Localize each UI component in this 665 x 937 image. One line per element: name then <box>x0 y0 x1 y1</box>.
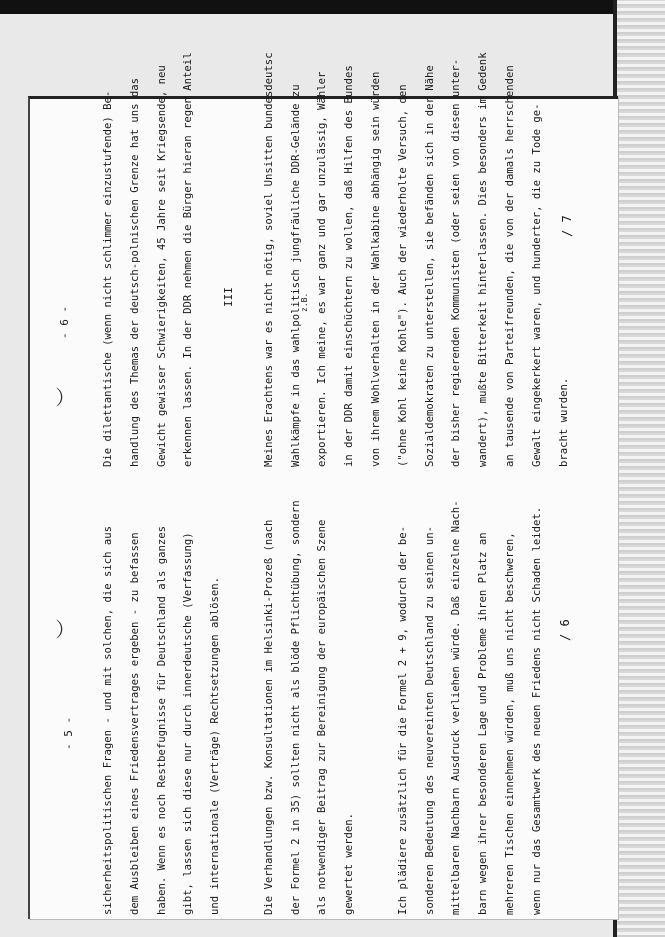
text-line: gewertet werden. <box>343 812 356 915</box>
text-line: mittelbaren Nachbarn Ausdruck verliehen würde. Daß einzelne Nach- <box>450 500 463 915</box>
text-line: von ihrem Wohlverhalten in der Wahlkabine abhängig sein würden <box>369 71 382 467</box>
text-line: Sozialdemokraten zu unterstellen, sie befänden sich in der Nähe <box>423 65 436 467</box>
text-line: erkennen lassen. In der DDR nehmen die Bürger hieran regen Anteil <box>182 52 195 467</box>
hole-punch-mark-right: ︶ <box>54 387 78 407</box>
text-line: in der DDR damit einschüchtern zu wollen, daß Hilfen des Bundes <box>343 65 356 467</box>
text-line: wenn nur das Gesamtwerk des neuen Friedens nicht Schaden leidet. <box>530 506 543 915</box>
text-line: wandert), mußte Bitterkeit hinterlassen. Dies besonders im Gedenk <box>477 52 490 467</box>
text-line: an tausende von Parteifreunden, die von der damals herrschenden <box>503 65 516 467</box>
text-line: Wahlkämpfe in das wahlpolitisch jungfräuliche DDR-Gelände zu <box>289 84 302 467</box>
text-line: sonderen Bedeutung des neuvereinten Deutschland zu seinen un- <box>423 525 436 915</box>
text-line: der Formel 2 in 35) sollten nicht als blöde Pflichtübung, sondern <box>289 500 302 915</box>
text-line: Gewalt eingekerkert waren, und hunderter, die zu Tode ge- <box>530 103 543 467</box>
text-line: barn wegen ihrer besonderen Lage und Probleme ihren Platz an <box>477 532 490 915</box>
hole-punch-mark-left: ︶ <box>54 619 78 639</box>
page-right-body <box>95 52 577 467</box>
insertion-note: z.B. <box>300 292 309 312</box>
continuation-left: / 6 <box>558 619 572 641</box>
text-line: Meines Erachtens war es nicht nötig, soviel Unsitten bundesdeutsc <box>262 52 275 467</box>
text-line: sicherheitspolitischen Fragen - und mit solchen, die sich aus <box>102 525 114 915</box>
text-line: exportieren. Ich meine, es war ganz und gar unzulässig, Wähler <box>316 71 329 467</box>
text-line <box>229 500 256 915</box>
continuation-right: / 7 <box>560 215 574 237</box>
text-line <box>229 52 256 467</box>
text-line: ("ohne Kohl keine Kohle"). Auch der wiederholte Versuch, den <box>396 84 409 467</box>
section-heading: III <box>222 287 235 307</box>
text-line: gibt, lassen sich diese nur durch innerdeutsche (Verfassung) <box>182 532 195 915</box>
text-line: Gewicht gewisser Schwierigkeiten, 45 Jahre seit Kriegsende, neu <box>155 65 168 467</box>
page-left-body <box>95 500 551 915</box>
text-line: Ich plädiere zusätzlich für die Formel 2 + 9, wodurch der be- <box>396 525 409 915</box>
text-line: bracht wurden. <box>557 377 570 467</box>
text-line <box>363 500 390 915</box>
text-line <box>202 52 229 467</box>
page-number-left: - 5 - <box>62 716 75 750</box>
text-line: Die dilettantische (wenn nicht schlimmer einzustufende) Be- <box>102 90 114 467</box>
text-line: haben. Wenn es noch Restbefugnisse für Deutschland als ganzes <box>155 525 168 915</box>
page-number-right: - 6 - <box>58 305 71 339</box>
text-line: der bisher regierenden Kommunisten (oder seien von diesen unter- <box>450 58 463 467</box>
text-line: und internationale (Verträge) Rechtsetzungen ablösen. <box>209 576 222 915</box>
text-line: Die Verhandlungen bzw. Konsultationen im Helsinki-Prozeß (nach <box>262 519 275 915</box>
text-line: handlung des Themas der deutsch-polnischen Grenze hat uns das <box>128 77 141 467</box>
text-line: mehreren Tischen einnehmen würden, muß uns nicht beschweren, <box>503 532 516 915</box>
text-line: dem Ausbleiben eines Friedensvertrages ergeben - zu befassen <box>128 532 141 915</box>
text-line: als notwendiger Beitrag zur Bereinigung der europäischen Szene <box>316 519 329 915</box>
